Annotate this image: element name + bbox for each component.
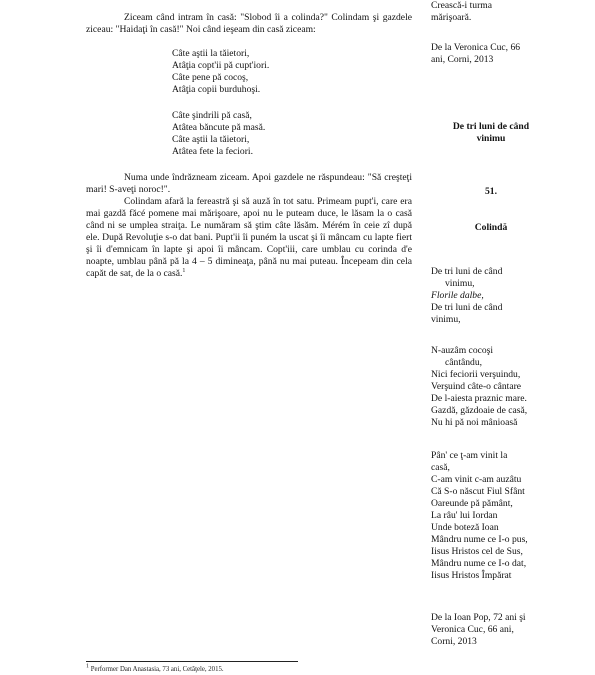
verse-line: Atâţia copii burduhoşi. (172, 84, 261, 95)
credit-line: Veronica Cuc, 66 ani, (431, 624, 514, 635)
song-line: Iisus Hristos Împărat (431, 570, 512, 581)
song-stanza-3 (431, 450, 561, 582)
verse-line: Câte aştii la tăietori, (172, 48, 250, 59)
story-paragraph (86, 196, 412, 280)
song-number: 51. (485, 186, 497, 197)
main-text-column (86, 12, 412, 280)
song-stanza-1 (431, 266, 561, 326)
story-text: Colindam afară la fereastră şi să auză în tot satu. Primeam pupt'i, care era mai gazdă făcé pomene mai mărişoare, apoi nu le puteam duce, le lăsam la o casă când ni se umplea straiţa. Le număram să ştim câte lăsăm. Mérém în ceie zî după ele. După Revoluţie s-o dat bani. Pupt'ii îi puném la uscat şi îi mâncam cu lapte fiert şi îi d'emnicam în lapte şi apoi îi mâncam. Copt'iii, care umblau cu corinda d'e noapte, umblau până pă la 4 – 5 dimineaţa, până nu mai puteau. Începeam din cela capăt de sat, de la o casă. (86, 196, 412, 279)
song-line: De tri luni de când (431, 266, 503, 277)
song-line: Crească-i turma (431, 0, 492, 11)
song-credit (431, 612, 561, 648)
song-line: mărişoară. (431, 12, 472, 23)
section-title-line: De tri luni de când (452, 121, 530, 132)
song-line: Verşuind câte-o cântare (431, 381, 522, 392)
footnote-separator (86, 661, 298, 662)
footnote-reference[interactable]: 1 (182, 267, 186, 274)
credit-line: De la Ioan Pop, 72 ani şi (431, 612, 526, 623)
verse-line: Atâtea băncute pă masă. (172, 122, 266, 133)
song-line: Iisus Hristos cel de Sus, (431, 546, 523, 557)
verse-line: Atâtea fete la feciori. (172, 146, 253, 157)
song-line: Pân' ce ţ-am vinit la (431, 450, 508, 461)
song-line: De l-aiesta praznic mare. (431, 393, 527, 404)
verse-stanza-2 (172, 110, 412, 158)
section-title-line: vinimu (476, 133, 506, 144)
song-line: La râu' lui Iordan (431, 510, 498, 521)
footnote-number: 1 (86, 663, 89, 670)
credit-line: De la Veronica Cuc, 66 (431, 42, 521, 53)
footnote-text: Performer Dan Anastasia, 73 ani, Cetăţele, 2015. (89, 666, 224, 673)
song-line: Florile dalbe, (431, 290, 484, 301)
song-line: Mândru nume ce I-o pus, (431, 534, 528, 545)
song-line: Mândru nume ce I-o dat, (431, 558, 527, 569)
song-line: N-auzâm cocoşi (431, 345, 494, 356)
song-line: Nici feciorii verşuindu, (431, 369, 521, 380)
song-line: Unde boteză Ioan (431, 522, 499, 533)
previous-song-credit (431, 42, 561, 66)
verse-line: Atâţia copt'ii pă cupt'iori. (172, 60, 270, 71)
previous-song-ending (431, 0, 561, 24)
song-line: Gazdă, găzdoaie de casă, (431, 405, 528, 416)
verse-line: Câte aştii la tăietori, (172, 134, 250, 145)
section-title (431, 121, 551, 145)
song-line: vinimu, (431, 314, 461, 325)
credit-line: Corni, 2013 (431, 636, 477, 647)
intro-paragraph: Ziceam când intram în casă: "Slobod îi a colinda?" Colindam şi gazdele ziceau: "Haidaţi în casă!" Noi când ieşeam din casă ziceam: (86, 12, 412, 35)
song-line: Oareunde pă pământ, (431, 498, 513, 509)
verse-line: Câte pene pă cocoş, (172, 72, 249, 83)
song-line: Că S-o născut Fiul Sfânt (431, 486, 525, 497)
song-line: Nu hi pă noi mânioasă (431, 417, 518, 428)
verse-stanza-1 (172, 48, 412, 96)
song-title: Colindă (474, 222, 508, 233)
footnote (86, 663, 224, 674)
song-line: vinimu, (445, 278, 475, 289)
song-line: C-am vinit c-am auzâtu (431, 474, 522, 485)
song-line: casă, (431, 462, 450, 473)
song-line: De tri luni de când (431, 302, 503, 313)
response-paragraph: Numa unde îndrăzneam ziceam. Apoi gazdele ne răspundeau: "Să creşteţi mari! S-aveţi noroc!". (86, 172, 412, 195)
song-stanza-2 (431, 345, 561, 429)
credit-line: ani, Corni, 2013 (431, 54, 494, 65)
song-line: cântându, (445, 357, 483, 368)
verse-line: Câte şindrili pă casă, (172, 110, 252, 121)
